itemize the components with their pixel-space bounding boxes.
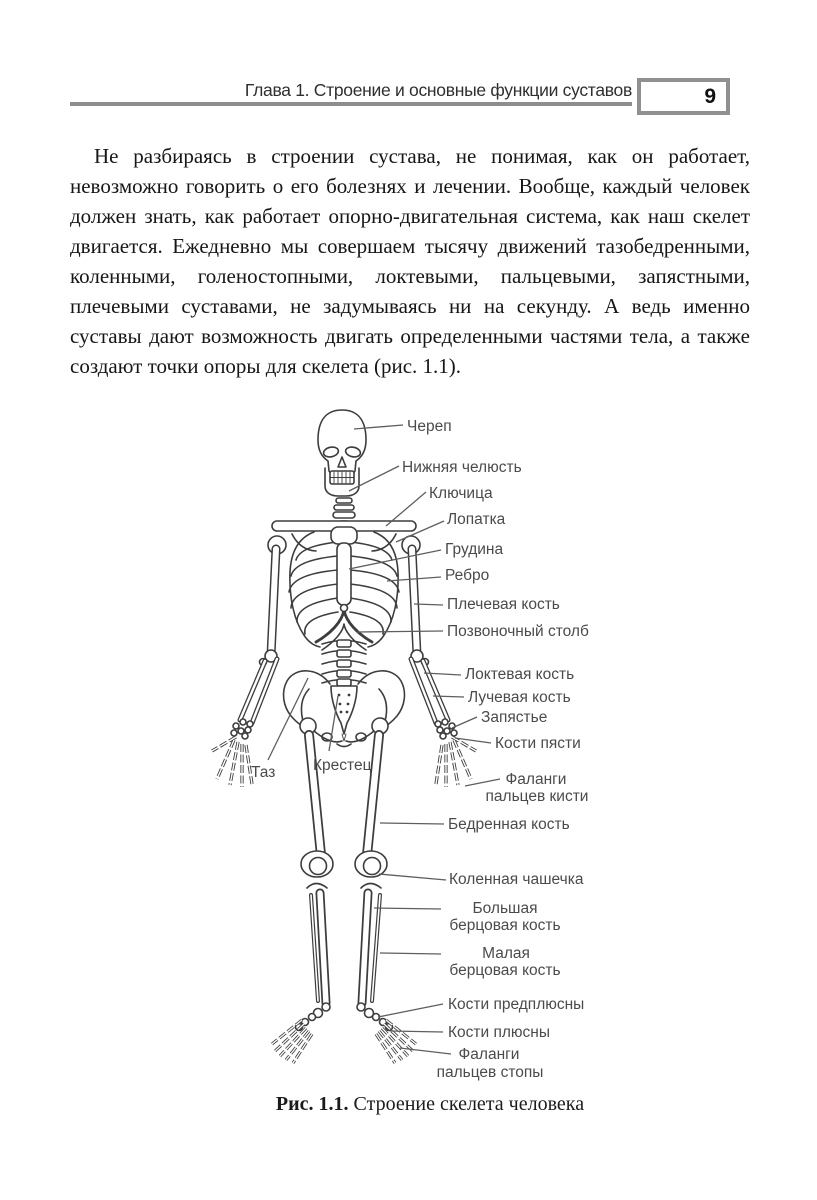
leader-metatarsals	[390, 1031, 443, 1032]
leader-tibia	[374, 908, 441, 909]
skeleton-diagram	[195, 405, 625, 1090]
figure-caption-label: Рис. 1.1.	[275, 1093, 349, 1115]
leader-lower-jaw	[349, 466, 399, 491]
patella-right	[364, 858, 381, 875]
leader-metacarpals	[455, 738, 491, 743]
figure-label-sternum: Грудина	[445, 541, 504, 558]
skeleton-drawing	[212, 410, 476, 1063]
chapter-title: Глава 1. Строение и основные функции суставов	[244, 80, 632, 100]
wrist-left	[231, 719, 253, 739]
figure-label-sacrum: Крестец	[313, 757, 372, 774]
figure-label-rib: Ребро	[445, 567, 490, 584]
figure-label-foot-phalanges-line2: пальцев стопы	[436, 1064, 544, 1081]
figure-label-ulna: Локтевая кость	[465, 666, 575, 683]
ankle-right	[357, 1003, 365, 1011]
page-number: 9	[704, 85, 716, 108]
figure-label-hand-phalanges-line2: пальцев кисти	[485, 788, 589, 805]
figure-label-lower-jaw: Нижняя челюсть	[402, 459, 522, 476]
figure-label-wrist: Запястье	[481, 709, 548, 726]
leader-hand-phalanges	[465, 779, 500, 786]
wrist-right	[435, 719, 457, 739]
header-rule	[70, 102, 632, 106]
legs-group	[301, 735, 387, 1018]
figure-label-skull: Череп	[407, 418, 452, 435]
figure-label-fibula-line1: Малая	[482, 945, 530, 962]
figure-label-radius: Лучевая кость	[468, 689, 571, 706]
figure-label-spine: Позвоночный столб	[447, 623, 589, 640]
figure-label-patella: Коленная чашечка	[449, 871, 584, 888]
fingers-right	[436, 737, 476, 787]
leader-spine	[357, 631, 443, 632]
figure-label-femur: Бедренная кость	[448, 816, 570, 833]
figure-label-humerus: Плечевая кость	[447, 596, 560, 613]
leader-femur	[380, 823, 444, 824]
body-paragraph: Не разбираясь в строении сустава, не понимая, как он работает, невозможно говорить о его болезнях и лечении. Вообще, каждый человек должен знать, как работает опорно-двигательная система, как наш скелет двигается. Ежедневно мы совершаем тысячу движений тазобедренными, коленными, голеностопными, локтевыми, пальцевыми, запястными, плечевыми суставами, не задумываясь ни на секунду. А ведь именно суставы дают возможность двигать определенными частями тела, а также создают точки опоры для скелета (рис. 1.1).	[70, 144, 750, 378]
manubrium	[331, 527, 357, 544]
patella-left	[310, 858, 327, 875]
figure-label-scapula: Лопатка	[447, 511, 506, 528]
ankle-left	[322, 1003, 330, 1011]
figure-label-pelvis: Таз	[251, 764, 276, 781]
figure-labels	[251, 418, 589, 1081]
figure-label-tarsals: Кости предплюсны	[448, 996, 585, 1013]
skull-group	[318, 410, 366, 496]
lumbar-spine-group	[322, 640, 366, 686]
feet-group	[272, 1014, 416, 1064]
fingers-left	[212, 737, 252, 787]
figure-label-metacarpals: Кости пясти	[495, 735, 581, 752]
figure-label-clavicle: Ключица	[429, 485, 493, 502]
figure-label-metatarsals: Кости плюсны	[448, 1024, 550, 1041]
figure-label-tibia-line2: берцовая кость	[449, 917, 561, 934]
figure-label-tibia-line1: Большая	[472, 900, 538, 917]
figure-caption	[90, 1093, 770, 1116]
leader-wrist	[452, 717, 477, 728]
figure-label-hand-phalanges-line1: Фаланги	[505, 771, 567, 788]
figure-caption-text: Строение скелета человека	[353, 1093, 585, 1115]
leader-foot-phalanges	[400, 1048, 451, 1054]
sacrum-shape	[331, 686, 357, 734]
sternum-body	[337, 543, 351, 605]
foot-left	[272, 1014, 316, 1064]
figure-label-fibula-line2: берцовая кость	[449, 962, 561, 979]
foot-right	[373, 1014, 417, 1064]
figure-label-foot-phalanges-line1: Фаланги	[458, 1046, 520, 1063]
leader-tarsals	[378, 1004, 443, 1017]
page-number-box	[637, 78, 730, 115]
leader-patella	[379, 874, 446, 880]
leader-fibula	[380, 953, 441, 954]
